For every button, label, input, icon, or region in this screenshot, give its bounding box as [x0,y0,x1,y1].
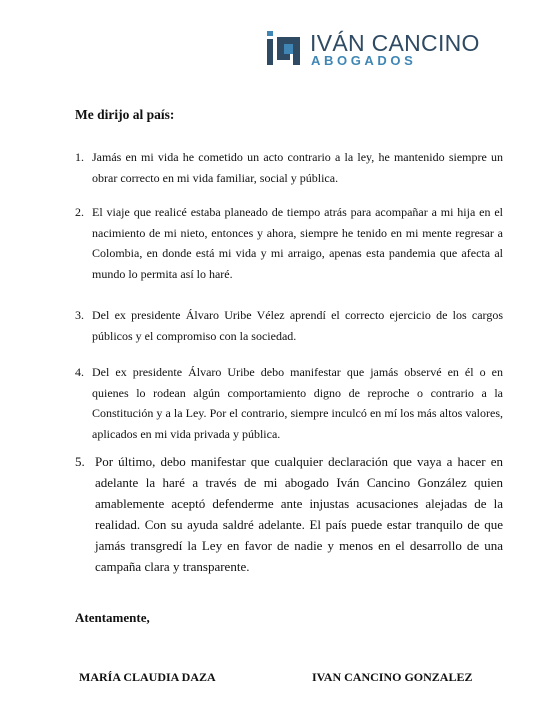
list-item-1 [75,147,503,188]
letterhead [266,28,506,72]
closing: Atentamente, [75,610,150,625]
list-item-text: Del ex presidente Álvaro Uribe debo manifestar que jamás observé en él o en quienes lo rodean algún comportamiento digno de reproche o contrario a la Constitución y a la Ley. Por el contrario, siempre inculcó en mí los más altos valores, aplicados en mi vida privada y pública. [92,365,503,441]
list-item-4 [75,362,503,444]
list-item-5 [75,451,503,577]
list-item-3 [75,305,503,346]
list-item-text: Por último, debo manifestar que cualquier declaración que vaya a hacer en adelante la haré a través de mi abogado Iván Cancino González quien amablemente aceptó defenderme ante injustas acusaciones alejadas de la realidad. Con su ayuda saldré adelante. El país puede estar tranquilo de que jamás transgredí la Ley en favor de nadie y menos en el desarrollo de una campaña clara y transparente. [95,454,503,574]
signature-right: IVAN CANCINO GONZALEZ [312,670,473,684]
list-item-text: El viaje que realicé estaba planeado de tiempo atrás para acompañar a mi hija en el nacimiento de mi nieto, entonces y ahora, siempre he tenido en mi mente regresar a Colombia, en donde está mi vida y mi arraigo, apenas esta pandemia que afecta al mundo lo permita así lo haré. [92,205,503,281]
list-item-number: 1. [75,150,84,164]
list-item-text: Del ex presidente Álvaro Uribe Vélez aprendí el correcto ejercicio de los cargos públicos y el compromiso con la sociedad. [92,308,503,343]
list-item-number: 4. [75,365,84,379]
list-item-number: 5. [75,454,85,469]
list-item-text: Jamás en mi vida he cometido un acto contrario a la ley, he mantenido siempre un obrar correcto en mi vida familiar, social y pública. [92,150,503,185]
firm-name: IVÁN CANCINO [310,30,480,56]
firm-logo-icon [266,30,302,66]
firm-subtitle: ABOGADOS [311,53,417,68]
list-item-2 [75,202,503,284]
list-item-number: 2. [75,205,84,219]
greeting: Me dirijo al país: [75,107,175,122]
list-item-number: 3. [75,308,84,322]
signature-left: MARÍA CLAUDIA DAZA [79,670,216,684]
